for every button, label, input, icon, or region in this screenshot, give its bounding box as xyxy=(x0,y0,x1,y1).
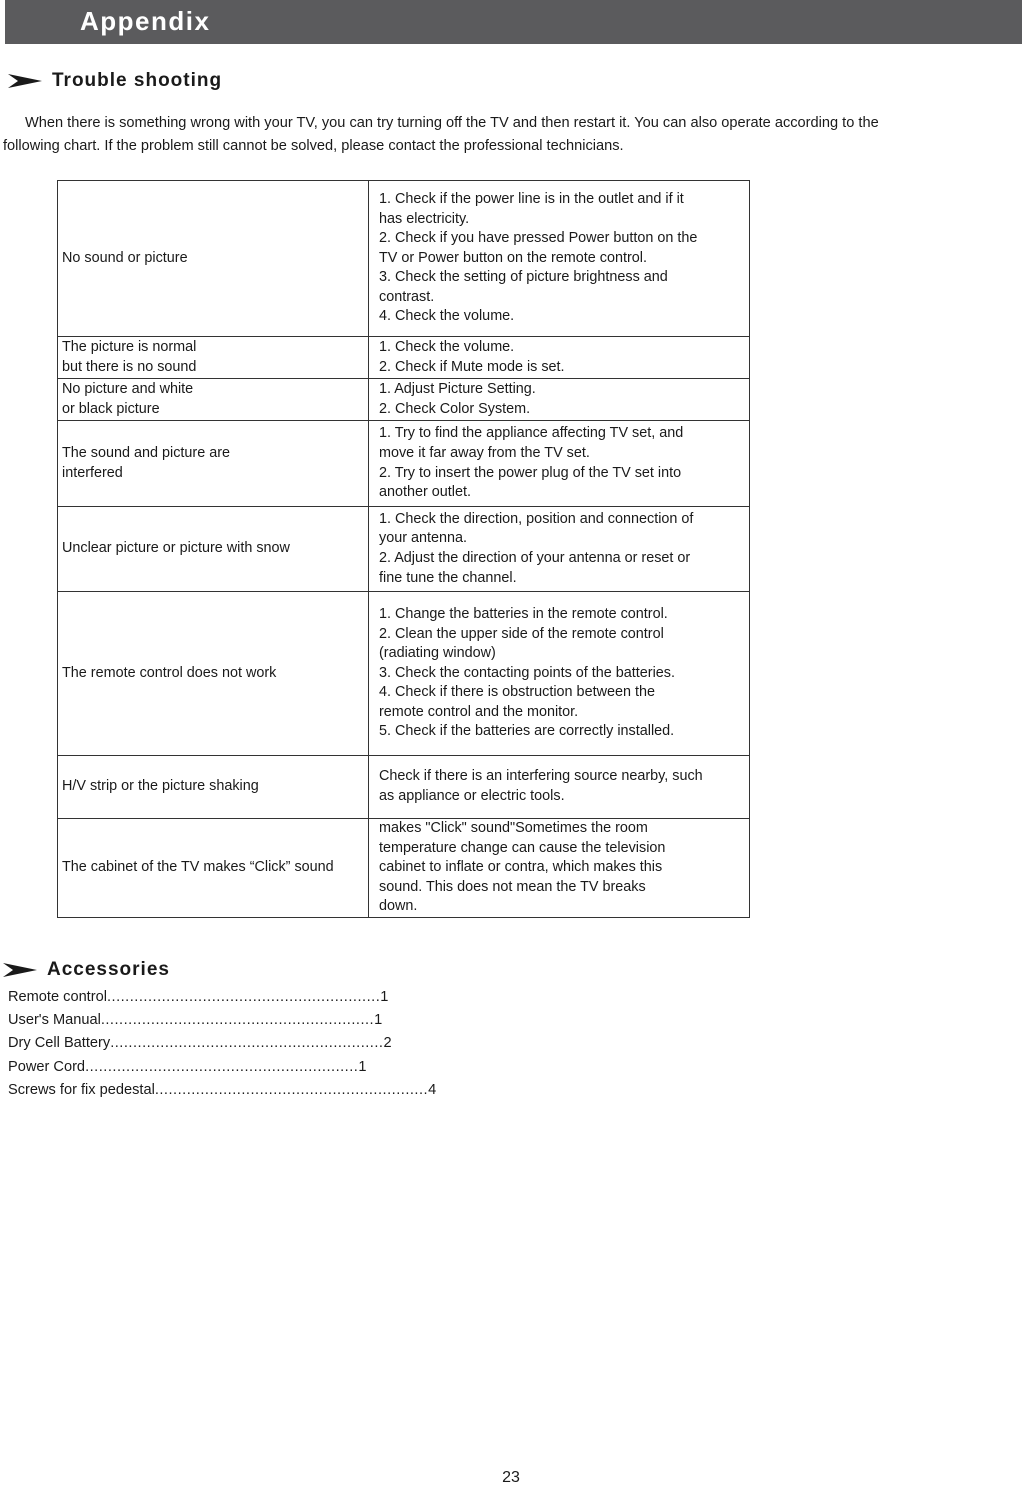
problem-text: H/V strip or the picture shaking xyxy=(62,778,259,795)
solution-cell xyxy=(369,756,750,819)
problem-cell xyxy=(58,592,369,756)
dot-leader: ............................................................ xyxy=(100,1012,375,1029)
accessory-item xyxy=(8,986,389,1009)
accessory-count: 2 xyxy=(383,1035,392,1052)
problem-cell xyxy=(58,421,369,507)
intro-line: following chart. If the problem still cannot be solved, please contact the professional technicians. xyxy=(3,138,624,154)
solution-text: 1. Try to find the appliance affecting TV set, and xyxy=(379,425,684,442)
solution-text: 5. Check if the batteries are correctly installed. xyxy=(379,723,675,740)
solution-text: makes "Click" sound"Sometimes the room xyxy=(379,820,648,836)
solution-cell xyxy=(369,421,750,507)
dot-leader: ............................................................ xyxy=(106,989,381,1005)
arrow-icon xyxy=(8,74,42,88)
solution-text: remote control and the monitor. xyxy=(379,703,579,720)
problem-text: or black picture xyxy=(62,400,160,417)
accessory-name: Screws for fix pedestal xyxy=(8,1081,155,1098)
solution-text: down. xyxy=(379,898,418,915)
accessories-heading xyxy=(3,959,170,981)
solution-text: temperature change can cause the television xyxy=(379,839,666,856)
table-row xyxy=(58,181,750,337)
solution-text: Check if there is an interfering source nearby, such xyxy=(379,768,703,785)
solution-text: move it far away from the TV set. xyxy=(379,444,590,461)
accessory-name: Power Cord xyxy=(8,1058,86,1075)
solution-text: 4. Check if there is obstruction between the xyxy=(379,684,655,701)
table-row xyxy=(58,337,750,379)
accessories-list xyxy=(8,986,437,1102)
solution-text: 3. Check the contacting points of the batteries. xyxy=(379,664,675,681)
dot-leader: ............................................................ xyxy=(85,1058,359,1075)
solution-cell xyxy=(369,507,750,592)
solution-cell xyxy=(369,379,750,421)
table-row xyxy=(58,379,750,421)
dot-leader: ............................................................ xyxy=(154,1081,429,1098)
solution-text: 2. Try to insert the power plug of the TV set into xyxy=(379,464,682,481)
troubleshooting-table xyxy=(57,180,750,918)
page-number: 23 xyxy=(502,1469,520,1486)
table-row xyxy=(58,592,750,756)
solution-text: 2. Check if you have pressed Power button on the xyxy=(379,230,698,247)
solution-text: has electricity. xyxy=(379,210,470,227)
arrow-icon xyxy=(3,963,37,977)
trouble-shooting-heading-text: Trouble shooting xyxy=(52,70,223,91)
solution-text: your antenna. xyxy=(379,530,468,547)
accessory-name: User's Manual xyxy=(8,1012,101,1029)
problem-text: interfered xyxy=(62,464,123,481)
intro-paragraph xyxy=(3,112,1003,158)
accessory-item xyxy=(8,1079,437,1102)
solution-text: 3. Check the setting of picture brightness and xyxy=(379,269,668,286)
solution-text: 2. Clean the upper side of the remote control xyxy=(379,625,664,642)
solution-text: cabinet to inflate or contra, which makes this xyxy=(379,859,663,876)
problem-cell xyxy=(58,507,369,592)
table-row xyxy=(58,819,750,918)
intro-line: When there is something wrong with your TV, you can try turning off the TV and then restart it. You can also operate according to the xyxy=(25,115,879,131)
accessory-name: Dry Cell Battery xyxy=(8,1035,111,1052)
solution-cell xyxy=(369,592,750,756)
solution-text: another outlet. xyxy=(379,484,472,501)
trouble-shooting-heading xyxy=(8,70,222,92)
solution-text: 2. Adjust the direction of your antenna or reset or xyxy=(379,550,691,566)
solution-text: TV or Power button on the remote control. xyxy=(379,249,647,266)
table-row xyxy=(58,507,750,592)
problem-text: No sound or picture xyxy=(62,249,188,266)
solution-cell xyxy=(369,337,750,379)
solution-text: as appliance or electric tools. xyxy=(379,788,565,804)
solution-text: contrast. xyxy=(379,288,435,305)
accessory-name: Remote control xyxy=(8,989,107,1005)
solution-text: 1. Check the direction, position and connection of xyxy=(379,510,694,527)
solution-cell xyxy=(369,181,750,337)
solution-text: 2. Check if Mute mode is set. xyxy=(379,358,565,375)
problem-cell xyxy=(58,337,369,379)
problem-text: The cabinet of the TV makes “Click” sound xyxy=(62,859,334,876)
solution-text: sound. This does not mean the TV breaks xyxy=(379,878,646,895)
solution-cell xyxy=(369,819,750,918)
solution-text: (radiating window) xyxy=(379,645,496,662)
accessories-heading-text: Accessories xyxy=(47,959,170,980)
solution-text: fine tune the channel. xyxy=(379,569,517,586)
problem-cell xyxy=(58,379,369,421)
problem-text: Unclear picture or picture with snow xyxy=(62,540,290,557)
page-title: Appendix xyxy=(80,6,211,36)
accessory-count: 1 xyxy=(380,989,389,1005)
accessory-count: 1 xyxy=(358,1058,367,1075)
accessory-item xyxy=(8,1032,392,1055)
solution-text: 1. Adjust Picture Setting. xyxy=(379,380,536,397)
solution-text: 1. Check if the power line is in the outlet and if it xyxy=(379,190,684,207)
problem-cell xyxy=(58,756,369,819)
problem-cell xyxy=(58,181,369,337)
solution-text: 2. Check Color System. xyxy=(379,400,531,417)
problem-text: but there is no sound xyxy=(62,358,197,375)
solution-text: 4. Check the volume. xyxy=(379,308,515,325)
solution-text: 1. Change the batteries in the remote control. xyxy=(379,605,668,622)
accessory-item xyxy=(8,1056,367,1079)
problem-text: The picture is normal xyxy=(62,338,197,355)
accessory-item xyxy=(8,1009,383,1032)
header-bar xyxy=(5,0,1022,44)
problem-text: The remote control does not work xyxy=(62,664,277,681)
table-row xyxy=(58,421,750,507)
problem-text: The sound and picture are xyxy=(62,444,231,461)
accessory-count: 1 xyxy=(374,1012,383,1029)
problem-text: No picture and white xyxy=(62,380,194,397)
accessory-count: 4 xyxy=(428,1081,437,1098)
problem-cell xyxy=(58,819,369,918)
table-row xyxy=(58,756,750,819)
solution-text: 1. Check the volume. xyxy=(379,338,515,355)
dot-leader: ............................................................ xyxy=(110,1035,384,1052)
